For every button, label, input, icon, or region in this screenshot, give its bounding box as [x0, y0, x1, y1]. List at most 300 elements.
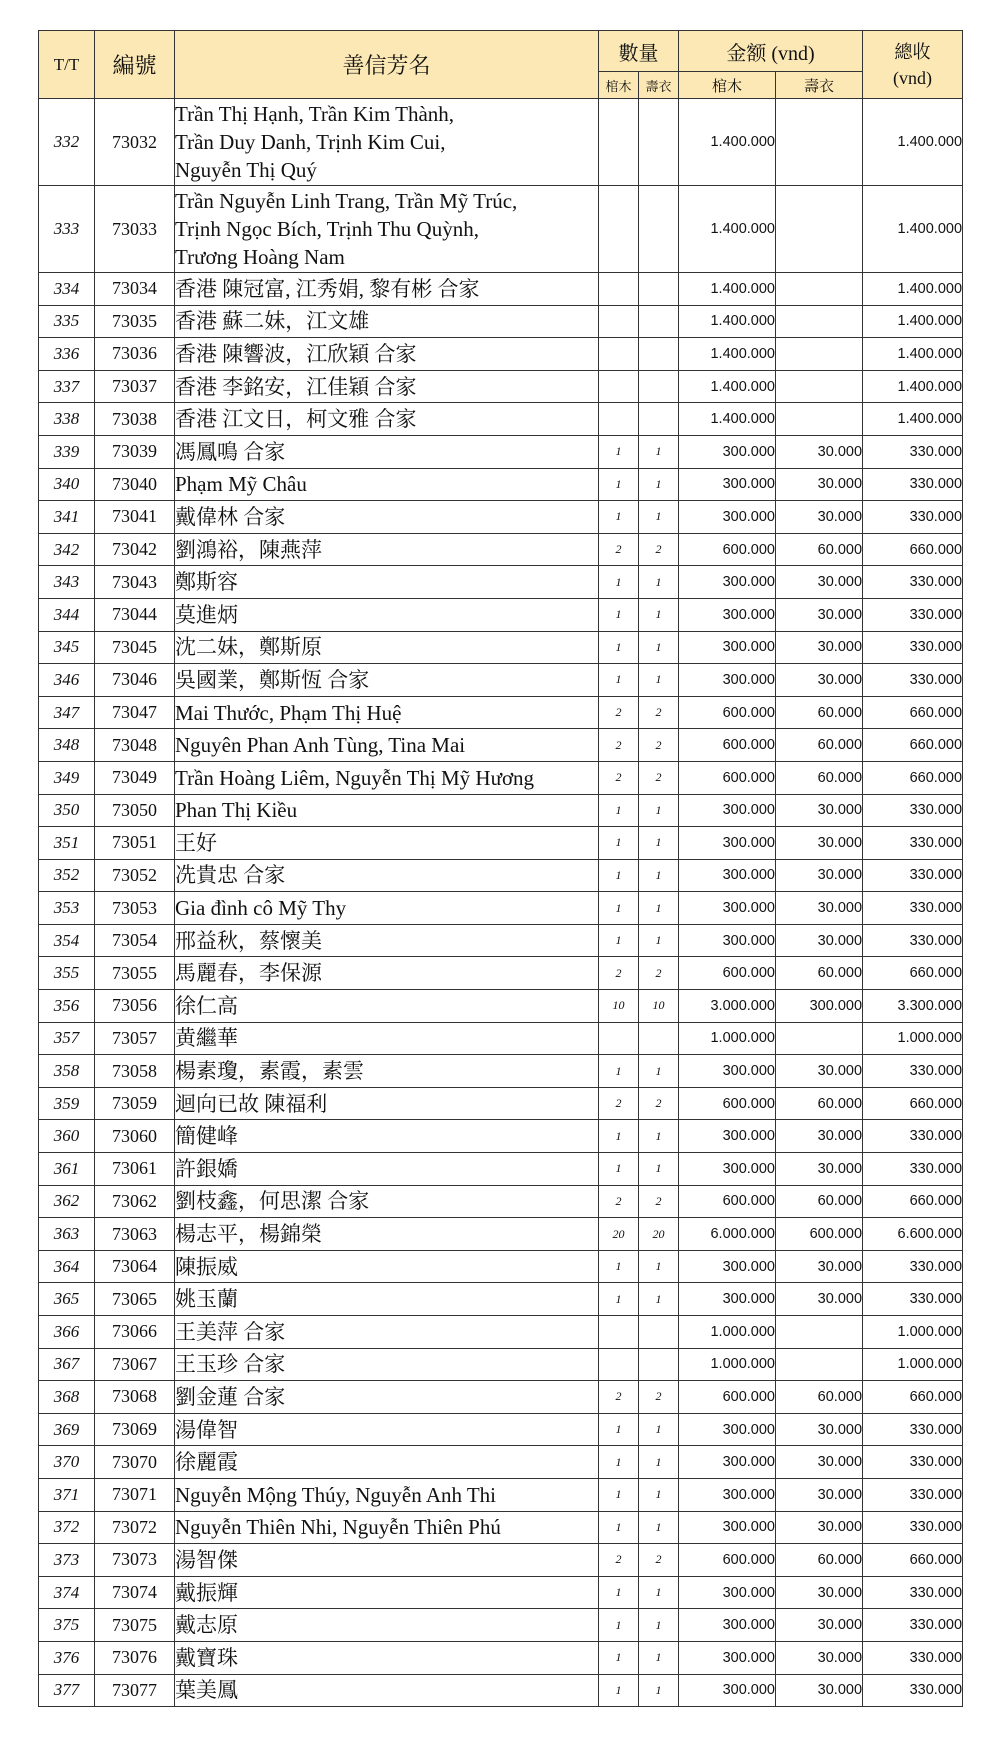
cell-qty-coffin: 2	[599, 957, 639, 990]
cell-code: 73061	[95, 1153, 175, 1186]
cell-total: 660.000	[863, 729, 963, 762]
cell-tt: 335	[39, 305, 95, 338]
cell-amt-coffin: 600.000	[679, 696, 776, 729]
table-row	[39, 696, 963, 729]
cell-tt: 349	[39, 761, 95, 794]
cell-code: 73052	[95, 859, 175, 892]
cell-code: 73037	[95, 370, 175, 403]
cell-code: 73055	[95, 957, 175, 990]
cell-amt-cloth: 30.000	[776, 794, 863, 827]
cell-name: Nguyễn Mộng Thúy, Nguyễn Anh Thi	[175, 1478, 599, 1511]
cell-tt: 361	[39, 1153, 95, 1186]
cell-name: Gia đình cô Mỹ Thy	[175, 892, 599, 925]
table-row	[39, 273, 963, 306]
table-row	[39, 1381, 963, 1414]
table-row	[39, 761, 963, 794]
cell-tt: 343	[39, 566, 95, 599]
cell-amt-cloth: 30.000	[776, 1283, 863, 1316]
table-row	[39, 305, 963, 338]
table-row	[39, 1055, 963, 1088]
cell-qty-cloth	[639, 403, 679, 436]
cell-tt: 348	[39, 729, 95, 762]
cell-name: 香港 陳響波，江欣穎 合家	[175, 338, 599, 371]
cell-qty-coffin: 1	[599, 566, 639, 599]
cell-qty-cloth	[639, 370, 679, 403]
cell-amt-cloth: 30.000	[776, 1446, 863, 1479]
cell-amt-coffin: 600.000	[679, 957, 776, 990]
cell-name: Phạm Mỹ Châu	[175, 468, 599, 501]
cell-amt-coffin: 1.400.000	[679, 273, 776, 306]
cell-qty-cloth: 1	[639, 1120, 679, 1153]
cell-amt-cloth: 30.000	[776, 1250, 863, 1283]
cell-amt-coffin: 300.000	[679, 598, 776, 631]
cell-total: 660.000	[863, 1544, 963, 1577]
cell-qty-coffin: 1	[599, 435, 639, 468]
cell-total: 330.000	[863, 1120, 963, 1153]
cell-amt-cloth: 30.000	[776, 1511, 863, 1544]
cell-name: Mai Thước, Phạm Thị Huệ	[175, 696, 599, 729]
cell-amt-coffin: 600.000	[679, 729, 776, 762]
table-row	[39, 827, 963, 860]
cell-code: 73053	[95, 892, 175, 925]
cell-total: 330.000	[863, 1446, 963, 1479]
cell-qty-coffin: 1	[599, 501, 639, 534]
cell-tt: 352	[39, 859, 95, 892]
cell-tt: 337	[39, 370, 95, 403]
cell-amt-coffin: 1.000.000	[679, 1348, 776, 1381]
table-row	[39, 1087, 963, 1120]
cell-qty-cloth	[639, 186, 679, 273]
cell-total: 330.000	[863, 1250, 963, 1283]
cell-total: 330.000	[863, 1478, 963, 1511]
table-row	[39, 338, 963, 371]
cell-qty-cloth: 2	[639, 1544, 679, 1577]
cell-qty-cloth: 1	[639, 1478, 679, 1511]
table-row	[39, 1478, 963, 1511]
cell-qty-coffin: 2	[599, 1185, 639, 1218]
cell-qty-coffin	[599, 1348, 639, 1381]
cell-qty-coffin: 1	[599, 892, 639, 925]
cell-total: 330.000	[863, 631, 963, 664]
cell-amt-cloth: 30.000	[776, 1055, 863, 1088]
cell-amt-cloth	[776, 338, 863, 371]
cell-qty-coffin: 2	[599, 761, 639, 794]
cell-code: 73033	[95, 186, 175, 273]
cell-code: 73032	[95, 99, 175, 186]
cell-tt: 375	[39, 1609, 95, 1642]
cell-amt-coffin: 1.400.000	[679, 403, 776, 436]
cell-qty-coffin: 2	[599, 1544, 639, 1577]
cell-qty-coffin: 1	[599, 1413, 639, 1446]
cell-tt: 369	[39, 1413, 95, 1446]
cell-qty-cloth: 2	[639, 533, 679, 566]
cell-total: 660.000	[863, 533, 963, 566]
cell-qty-cloth: 1	[639, 1250, 679, 1283]
cell-amt-coffin: 300.000	[679, 1478, 776, 1511]
cell-code: 73072	[95, 1511, 175, 1544]
cell-amt-coffin: 6.000.000	[679, 1218, 776, 1251]
table-row	[39, 892, 963, 925]
cell-amt-cloth	[776, 305, 863, 338]
cell-qty-cloth: 1	[639, 1283, 679, 1316]
cell-name: 劉鴻裕，陳燕萍	[175, 533, 599, 566]
cell-qty-coffin	[599, 403, 639, 436]
cell-qty-coffin	[599, 273, 639, 306]
cell-tt: 377	[39, 1674, 95, 1707]
cell-qty-cloth: 1	[639, 794, 679, 827]
cell-total: 660.000	[863, 1087, 963, 1120]
table-row	[39, 1218, 963, 1251]
cell-total: 330.000	[863, 598, 963, 631]
cell-amt-cloth: 30.000	[776, 1153, 863, 1186]
cell-amt-coffin: 300.000	[679, 631, 776, 664]
cell-qty-cloth: 1	[639, 468, 679, 501]
cell-name: 徐仁高	[175, 990, 599, 1023]
cell-amt-cloth: 30.000	[776, 566, 863, 599]
cell-total: 1.000.000	[863, 1348, 963, 1381]
cell-amt-coffin: 300.000	[679, 664, 776, 697]
cell-amt-coffin: 600.000	[679, 761, 776, 794]
cell-tt: 350	[39, 794, 95, 827]
cell-total: 330.000	[863, 1413, 963, 1446]
table-row	[39, 1185, 963, 1218]
cell-name: 劉枝鑫，何思潔 合家	[175, 1185, 599, 1218]
cell-qty-coffin: 2	[599, 696, 639, 729]
table-row	[39, 1674, 963, 1707]
cell-qty-cloth	[639, 1022, 679, 1055]
table-row	[39, 1250, 963, 1283]
cell-qty-cloth: 1	[639, 924, 679, 957]
cell-amt-cloth: 30.000	[776, 827, 863, 860]
cell-total: 1.400.000	[863, 403, 963, 436]
cell-qty-coffin	[599, 370, 639, 403]
cell-qty-cloth: 1	[639, 1446, 679, 1479]
cell-qty-coffin: 1	[599, 924, 639, 957]
cell-total: 330.000	[863, 1674, 963, 1707]
cell-amt-cloth: 30.000	[776, 1478, 863, 1511]
cell-total: 1.400.000	[863, 370, 963, 403]
table-row	[39, 99, 963, 186]
cell-amt-coffin: 1.000.000	[679, 1022, 776, 1055]
cell-name: 戴振輝	[175, 1576, 599, 1609]
cell-amt-cloth: 30.000	[776, 859, 863, 892]
cell-amt-cloth	[776, 273, 863, 306]
table-row	[39, 1022, 963, 1055]
table-body	[39, 99, 963, 1707]
cell-tt: 358	[39, 1055, 95, 1088]
cell-tt: 336	[39, 338, 95, 371]
cell-tt: 374	[39, 1576, 95, 1609]
cell-tt: 341	[39, 501, 95, 534]
cell-qty-cloth: 1	[639, 501, 679, 534]
cell-code: 73057	[95, 1022, 175, 1055]
cell-qty-cloth: 2	[639, 729, 679, 762]
cell-qty-coffin	[599, 99, 639, 186]
cell-name: 王玉珍 合家	[175, 1348, 599, 1381]
table-row	[39, 186, 963, 273]
table-row	[39, 403, 963, 436]
cell-qty-cloth: 10	[639, 990, 679, 1023]
cell-total: 330.000	[863, 892, 963, 925]
cell-code: 73063	[95, 1218, 175, 1251]
cell-amt-cloth	[776, 370, 863, 403]
cell-total: 330.000	[863, 435, 963, 468]
cell-amt-coffin: 1.400.000	[679, 99, 776, 186]
cell-qty-cloth: 1	[639, 1641, 679, 1674]
cell-tt: 353	[39, 892, 95, 925]
cell-name: 香港 江文日，柯文雅 合家	[175, 403, 599, 436]
table-header	[39, 31, 963, 99]
cell-tt: 373	[39, 1544, 95, 1577]
cell-amt-coffin: 1.400.000	[679, 186, 776, 273]
cell-qty-coffin	[599, 305, 639, 338]
cell-name: Trần Hoàng Liêm, Nguyễn Thị Mỹ Hương	[175, 761, 599, 794]
cell-qty-coffin: 1	[599, 598, 639, 631]
cell-amt-coffin: 300.000	[679, 1609, 776, 1642]
cell-qty-coffin: 2	[599, 533, 639, 566]
cell-code: 73075	[95, 1609, 175, 1642]
cell-qty-cloth: 1	[639, 566, 679, 599]
cell-name: 沈二妹，鄭斯原	[175, 631, 599, 664]
cell-amt-cloth	[776, 1022, 863, 1055]
cell-qty-cloth: 2	[639, 1087, 679, 1120]
cell-total: 330.000	[863, 859, 963, 892]
cell-amt-cloth: 30.000	[776, 598, 863, 631]
cell-name: 楊素瓊，素霞，素雲	[175, 1055, 599, 1088]
cell-name: 吳國業，鄭斯恆 合家	[175, 664, 599, 697]
cell-code: 73074	[95, 1576, 175, 1609]
cell-name: 戴偉林 合家	[175, 501, 599, 534]
cell-amt-cloth: 60.000	[776, 533, 863, 566]
cell-name: 莫進炳	[175, 598, 599, 631]
cell-amt-cloth: 600.000	[776, 1218, 863, 1251]
cell-total: 330.000	[863, 924, 963, 957]
cell-amt-coffin: 300.000	[679, 924, 776, 957]
cell-tt: 354	[39, 924, 95, 957]
cell-name: 香港 陳冠富, 江秀娟, 黎有彬 合家	[175, 273, 599, 306]
cell-name: Trần Nguyễn Linh Trang, Trần Mỹ Trúc, Trịnh Ngọc Bích, Trịnh Thu Quỳnh, Trương Hoàng Nam	[175, 186, 599, 273]
cell-name: 冼貴忠 合家	[175, 859, 599, 892]
table-row	[39, 990, 963, 1023]
cell-qty-coffin: 2	[599, 1381, 639, 1414]
cell-total: 330.000	[863, 1511, 963, 1544]
cell-amt-coffin: 600.000	[679, 533, 776, 566]
table-row	[39, 598, 963, 631]
cell-name: Nguyễn Thiên Nhi, Nguyễn Thiên Phú	[175, 1511, 599, 1544]
cell-name: 王美萍 合家	[175, 1316, 599, 1349]
cell-total: 1.400.000	[863, 338, 963, 371]
donor-ledger-table	[38, 30, 963, 1707]
cell-qty-coffin: 1	[599, 859, 639, 892]
cell-tt: 340	[39, 468, 95, 501]
table-row	[39, 1316, 963, 1349]
cell-amt-coffin: 300.000	[679, 1055, 776, 1088]
cell-qty-cloth: 1	[639, 1153, 679, 1186]
cell-amt-coffin: 300.000	[679, 1153, 776, 1186]
cell-amt-cloth: 30.000	[776, 1576, 863, 1609]
cell-code: 73047	[95, 696, 175, 729]
cell-tt: 357	[39, 1022, 95, 1055]
table-row	[39, 435, 963, 468]
cell-name: 葉美鳳	[175, 1674, 599, 1707]
cell-code: 73046	[95, 664, 175, 697]
cell-qty-coffin: 20	[599, 1218, 639, 1251]
cell-amt-cloth: 30.000	[776, 631, 863, 664]
cell-qty-cloth: 1	[639, 1055, 679, 1088]
cell-qty-cloth: 1	[639, 598, 679, 631]
cell-name: 陳振威	[175, 1250, 599, 1283]
cell-amt-cloth: 300.000	[776, 990, 863, 1023]
cell-qty-cloth	[639, 338, 679, 371]
cell-amt-coffin: 300.000	[679, 1446, 776, 1479]
cell-qty-coffin: 1	[599, 1609, 639, 1642]
table-row	[39, 1609, 963, 1642]
cell-tt: 344	[39, 598, 95, 631]
cell-amt-coffin: 300.000	[679, 1641, 776, 1674]
table-row	[39, 1576, 963, 1609]
cell-name: 迴向已故 陳福利	[175, 1087, 599, 1120]
cell-amt-cloth: 30.000	[776, 924, 863, 957]
cell-tt: 339	[39, 435, 95, 468]
cell-code: 73049	[95, 761, 175, 794]
header-quantity: 數量	[599, 31, 679, 72]
cell-qty-cloth: 2	[639, 1185, 679, 1218]
cell-total: 330.000	[863, 827, 963, 860]
cell-amt-coffin: 300.000	[679, 1250, 776, 1283]
cell-total: 1.000.000	[863, 1316, 963, 1349]
cell-qty-coffin: 1	[599, 1478, 639, 1511]
cell-total: 330.000	[863, 1576, 963, 1609]
cell-name: 馮鳳鳴 合家	[175, 435, 599, 468]
cell-qty-cloth: 1	[639, 1576, 679, 1609]
table-row	[39, 1348, 963, 1381]
cell-code: 73044	[95, 598, 175, 631]
table-row	[39, 1641, 963, 1674]
cell-total: 3.300.000	[863, 990, 963, 1023]
cell-amt-coffin: 300.000	[679, 1511, 776, 1544]
cell-total: 330.000	[863, 1609, 963, 1642]
cell-qty-coffin: 1	[599, 1283, 639, 1316]
cell-qty-cloth: 1	[639, 631, 679, 664]
cell-code: 73050	[95, 794, 175, 827]
header-qty-coffin: 棺木	[599, 72, 639, 99]
cell-name: 香港 蘇二妹，江文雄	[175, 305, 599, 338]
cell-name: Phan Thị Kiều	[175, 794, 599, 827]
cell-amt-coffin: 300.000	[679, 892, 776, 925]
table-row	[39, 1446, 963, 1479]
cell-name: 戴志原	[175, 1609, 599, 1642]
cell-code: 73039	[95, 435, 175, 468]
cell-total: 1.400.000	[863, 273, 963, 306]
cell-qty-cloth: 1	[639, 1413, 679, 1446]
cell-tt: 370	[39, 1446, 95, 1479]
cell-qty-coffin: 1	[599, 1153, 639, 1186]
cell-tt: 376	[39, 1641, 95, 1674]
cell-amt-cloth	[776, 1316, 863, 1349]
cell-qty-coffin: 1	[599, 794, 639, 827]
cell-code: 73062	[95, 1185, 175, 1218]
table-row	[39, 501, 963, 534]
cell-code: 73048	[95, 729, 175, 762]
cell-total: 330.000	[863, 664, 963, 697]
cell-qty-cloth	[639, 99, 679, 186]
cell-amt-cloth: 30.000	[776, 1609, 863, 1642]
cell-code: 73065	[95, 1283, 175, 1316]
cell-code: 73038	[95, 403, 175, 436]
table-row	[39, 1153, 963, 1186]
cell-tt: 334	[39, 273, 95, 306]
cell-tt: 351	[39, 827, 95, 860]
cell-qty-coffin	[599, 1022, 639, 1055]
cell-amt-coffin: 300.000	[679, 1413, 776, 1446]
cell-name: 劉金蓮 合家	[175, 1381, 599, 1414]
cell-amt-cloth: 60.000	[776, 1544, 863, 1577]
cell-qty-cloth: 1	[639, 1511, 679, 1544]
cell-code: 73041	[95, 501, 175, 534]
cell-total: 660.000	[863, 957, 963, 990]
cell-total: 330.000	[863, 566, 963, 599]
cell-amt-coffin: 300.000	[679, 827, 776, 860]
cell-total: 330.000	[863, 1153, 963, 1186]
cell-code: 73040	[95, 468, 175, 501]
cell-amt-cloth: 30.000	[776, 1641, 863, 1674]
cell-total: 330.000	[863, 1641, 963, 1674]
cell-amt-coffin: 600.000	[679, 1544, 776, 1577]
cell-qty-cloth: 2	[639, 957, 679, 990]
cell-amt-cloth: 60.000	[776, 761, 863, 794]
cell-total: 1.000.000	[863, 1022, 963, 1055]
cell-name: Nguyên Phan Anh Tùng, Tina Mai	[175, 729, 599, 762]
cell-code: 73069	[95, 1413, 175, 1446]
cell-amt-coffin: 1.400.000	[679, 305, 776, 338]
cell-tt: 342	[39, 533, 95, 566]
table-row	[39, 1413, 963, 1446]
cell-code: 73059	[95, 1087, 175, 1120]
cell-amt-coffin: 300.000	[679, 1576, 776, 1609]
cell-qty-coffin: 1	[599, 827, 639, 860]
cell-code: 73045	[95, 631, 175, 664]
cell-qty-coffin: 1	[599, 1120, 639, 1153]
cell-tt: 363	[39, 1218, 95, 1251]
cell-amt-coffin: 300.000	[679, 794, 776, 827]
cell-code: 73054	[95, 924, 175, 957]
cell-qty-coffin: 1	[599, 631, 639, 664]
cell-tt: 360	[39, 1120, 95, 1153]
header-code: 編號	[95, 31, 175, 99]
cell-qty-coffin: 1	[599, 664, 639, 697]
cell-total: 660.000	[863, 696, 963, 729]
cell-amt-cloth: 60.000	[776, 1381, 863, 1414]
cell-tt: 372	[39, 1511, 95, 1544]
cell-amt-coffin: 300.000	[679, 859, 776, 892]
cell-name: 馬麗春，李保源	[175, 957, 599, 990]
cell-code: 73066	[95, 1316, 175, 1349]
cell-tt: 355	[39, 957, 95, 990]
cell-name: 湯智傑	[175, 1544, 599, 1577]
cell-name: Trần Thị Hạnh, Trần Kim Thành, Trần Duy Danh, Trịnh Kim Cui, Nguyễn Thị Quý	[175, 99, 599, 186]
cell-name: 鄭斯容	[175, 566, 599, 599]
cell-qty-cloth: 1	[639, 664, 679, 697]
cell-total: 660.000	[863, 1185, 963, 1218]
cell-qty-cloth: 1	[639, 892, 679, 925]
table-row	[39, 1511, 963, 1544]
table-row	[39, 533, 963, 566]
cell-amt-cloth: 30.000	[776, 1674, 863, 1707]
cell-amt-coffin: 3.000.000	[679, 990, 776, 1023]
cell-amt-cloth	[776, 186, 863, 273]
cell-name: 湯偉智	[175, 1413, 599, 1446]
cell-qty-cloth: 2	[639, 696, 679, 729]
